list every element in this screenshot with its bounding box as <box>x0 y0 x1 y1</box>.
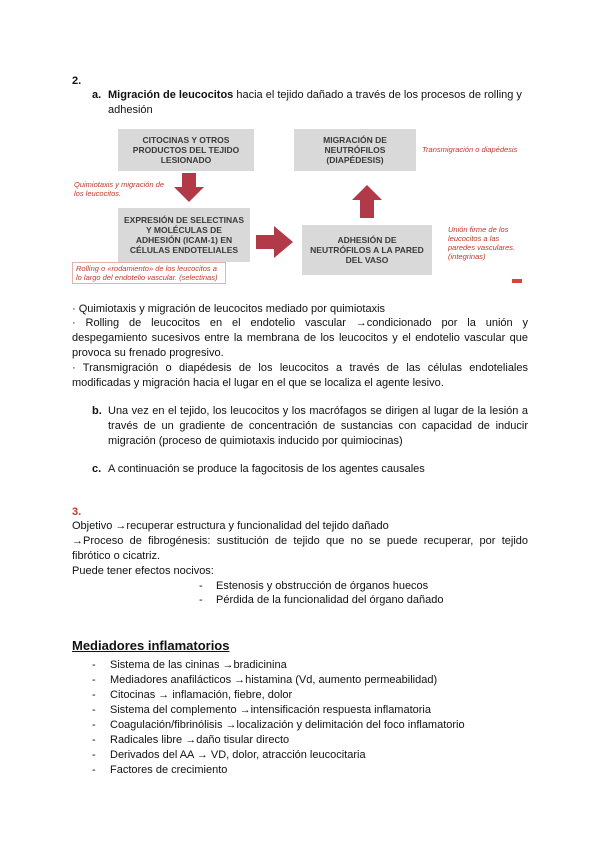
item-c-letter: c. <box>92 463 102 475</box>
box-citocinas: CITOCINAS Y OTROS PRODUCTOS DEL TEJIDO LESIONADO <box>118 129 254 171</box>
item-b-letter: b. <box>92 405 102 417</box>
section-3-objetivo: Objetivo →recuperar estructura y funcionalidad del tejido dañado <box>72 520 389 532</box>
item-a-rest: hacia el tejido dañado a través de los procesos de rolling y <box>233 89 522 101</box>
item-a-letter: a. <box>92 89 102 101</box>
bullet-rolling-line1: · Rolling de leucocitos en el endotelio vascular →condicionado por la unión y <box>72 317 528 329</box>
box-migracion: MIGRACIÓN DE NEUTRÓFILOS (DIAPÉDESIS) <box>294 129 416 171</box>
section-2-number: 2. <box>72 75 82 87</box>
item-b-line1: Una vez en el tejido, los leucocitos y los macrófagos se dirigen al lugar de la lesión a <box>108 405 528 417</box>
migration-diagram <box>72 125 528 293</box>
box-expresion: EXPRESIÓN DE SELECTINAS Y MOLÉCULAS DE ADHESIÓN (ICAM-1) EN CÉLULAS ENDOTELIALES <box>118 208 250 262</box>
note-rolling: Rolling o «rodamiento» de los leucocitos a lo largo del endotelio vascular. (selectinas) <box>72 262 226 284</box>
note-union: Unión firme de los leucocitos a las paredes vasculares. (integrinas) <box>448 225 516 261</box>
item-a-rest-line2: adhesión <box>108 104 153 116</box>
bullet-transmigracion <box>72 361 528 391</box>
bullet-quimiotaxis: · Quimiotaxis y migración de leucocitos mediado por quimiotaxis <box>72 303 386 315</box>
bullet-rolling-line3: provoca su frenado progresivo. <box>72 347 224 359</box>
box-adhesion: ADHESIÓN DE NEUTRÓFILOS A LA PARED DEL VASO <box>302 225 432 275</box>
item-c-text: A continuación se produce la fagocitosis de los agentes causales <box>108 463 425 475</box>
section-3-number: 3. <box>72 506 82 518</box>
up-arrow-icon <box>350 185 384 219</box>
note-quimiotaxis: Quimiotaxis y migración de los leucocitos. <box>74 180 165 198</box>
bullet-rolling <box>72 316 528 361</box>
item-b-text <box>108 404 528 449</box>
bullet-rolling-line2: despegamiento sucesivos entre la membrana de los leucocitos y el endotelio vascular que <box>72 332 528 344</box>
item-a-heading <box>108 88 528 118</box>
item-a-title: Migración de leucocitos <box>108 89 234 101</box>
section-3-fibrogenesis <box>72 534 528 564</box>
section-3-efectos: Puede tener efectos nocivos: <box>72 565 214 577</box>
down-arrow-icon <box>172 173 206 203</box>
section-3-fibrogenesis-line1: →Proceso de fibrogénesis: sustitución de tejido que no se puede recuperar, por tejido <box>72 535 528 547</box>
note-transmigracion: Transmigración o diapédesis <box>422 145 518 154</box>
item-b-line2: través de un gradiente de concentración de sustancias con capacidad de inducir <box>108 420 528 432</box>
section-3-fibrogenesis-line2: fibrótico o cicatriz. <box>72 550 161 562</box>
bullet-transmigracion-line2: modificadas y migración hacia el lugar en el que se localiza el agente lesivo. <box>72 377 444 389</box>
red-marker <box>512 279 522 283</box>
bullet-transmigracion-line1: · Transmigración o diapédesis de los leucocitos a través de las células endoteliales <box>72 362 528 374</box>
mediadores-title: Mediadores inflamatorios <box>72 638 230 653</box>
right-arrow-icon <box>256 225 294 259</box>
item-b-line3: migración (proceso de quimiotaxis inducido por quimiocinas) <box>108 435 403 447</box>
